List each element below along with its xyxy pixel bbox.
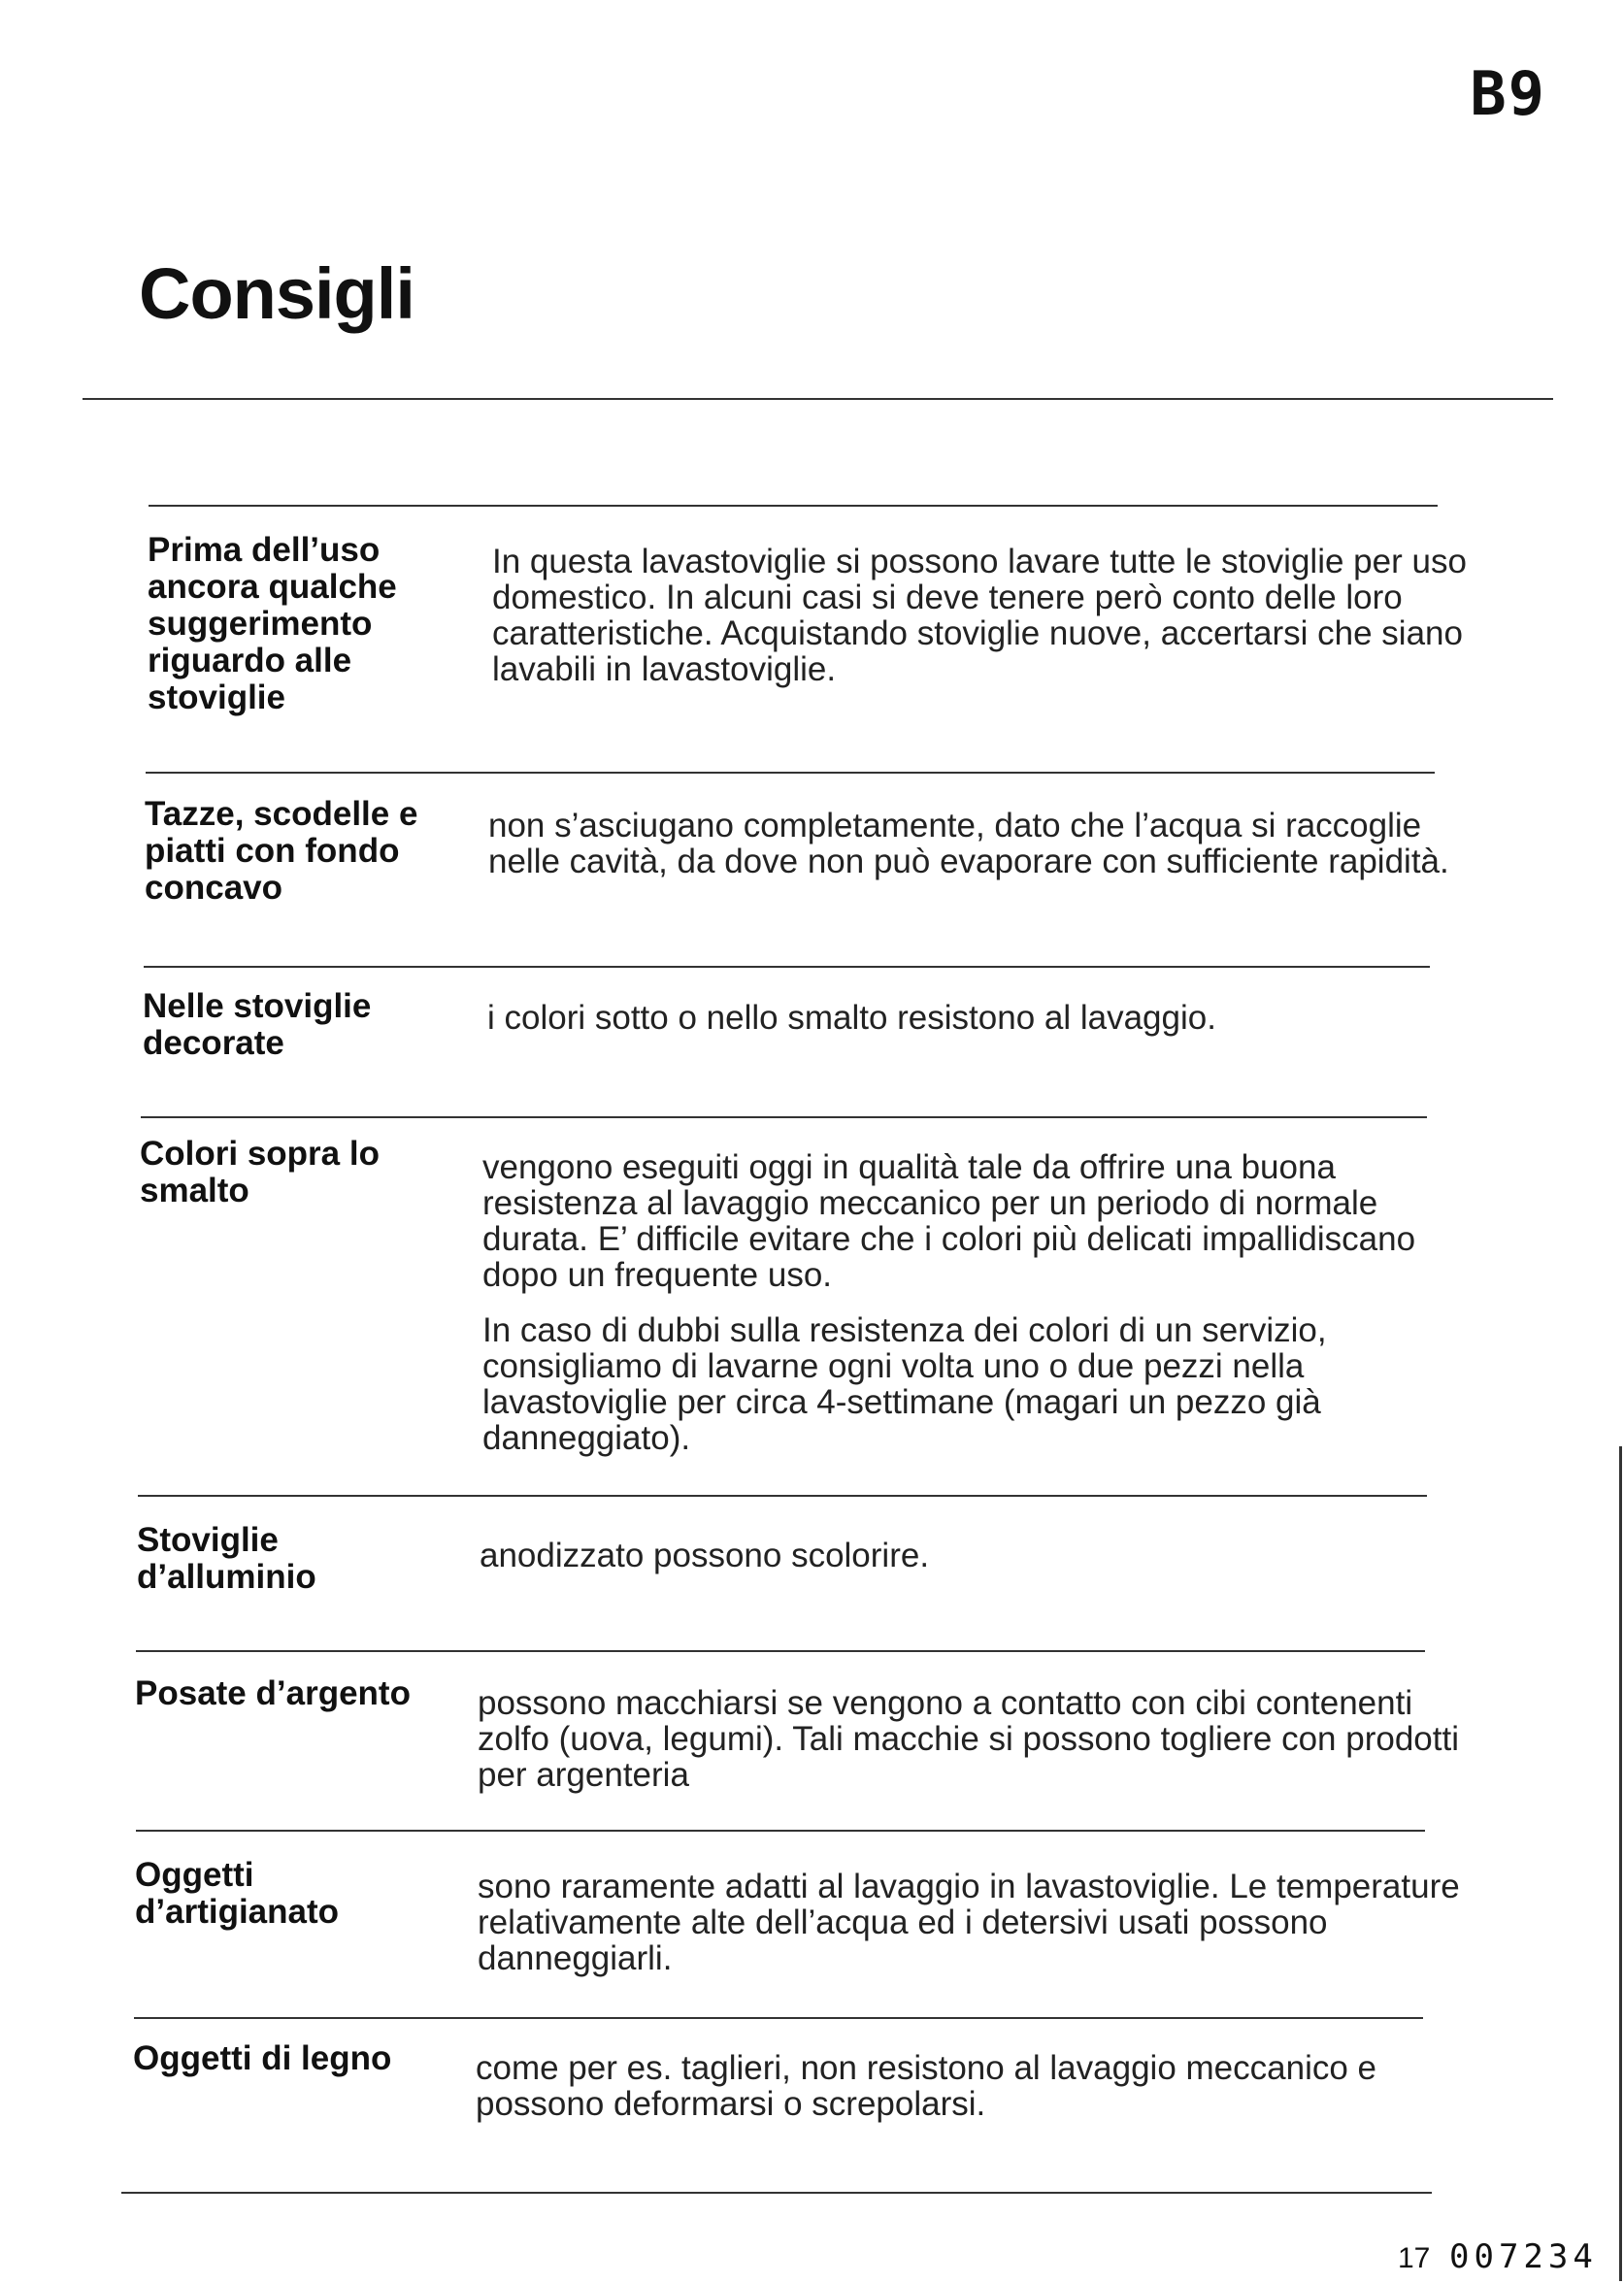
section-body	[478, 1869, 1463, 1996]
section-label-line: d’alluminio	[137, 1558, 316, 1596]
section-label	[145, 796, 455, 907]
section-label-line: smalto	[140, 1172, 249, 1209]
section-divider	[146, 772, 1435, 774]
section-paragraph: sono raramente adatti al lavaggio in lavastoviglie. Le temperature relativamente alte dell’acqua ed i detersivi usati possono danneggiarli.	[478, 1868, 1460, 1977]
section-paragraph: In caso di dubbi sulla resistenza dei colori di un servizio, consigliamo di lavarne ogni volta uno o due pezzi nella lavastoviglie per circa 4-settimane (magari un pezzo già danneggiato).	[482, 1311, 1327, 1457]
section-label-line: concavo	[145, 869, 282, 907]
section-paragraph: possono macchiarsi se vengono a contatto con cibi contenenti zolfo (uova, legumi). Tali macchie si possono togliere con prodotti per argenteria	[478, 1684, 1459, 1794]
section-paragraph: vengono eseguiti oggi in qualità tale da offrire una buona resistenza al lavaggio meccanico per un periodo di normale durata. E’ difficile evitare che i colori più delicati impallidiscano dopo un frequente uso.	[482, 1148, 1416, 1294]
section-divider	[149, 505, 1438, 507]
section-label-line: Posate d’argento	[135, 1674, 411, 1712]
section-label-line: Tazze, scodelle e	[145, 795, 418, 833]
section-label-line: d’artigianato	[135, 1893, 340, 1931]
section-label	[137, 1522, 447, 1596]
section-label-line: suggerimento	[148, 605, 373, 643]
section-label	[133, 2040, 444, 2077]
section-divider	[138, 1495, 1427, 1497]
section-divider	[136, 1650, 1425, 1652]
section-body	[478, 1685, 1463, 1812]
section-label-line: Colori sopra lo	[140, 1135, 380, 1173]
page-code: B9	[1470, 58, 1546, 129]
section-label	[148, 532, 458, 716]
section-divider	[144, 966, 1430, 968]
section-label-line: Nelle stoviglie	[143, 987, 372, 1025]
section-label-line: Oggetti	[135, 1856, 254, 1894]
section-divider	[141, 1116, 1427, 1118]
section-body	[482, 1149, 1468, 1475]
section-body	[492, 544, 1477, 707]
footer-page-number: 17	[1398, 2242, 1431, 2274]
section-label-line: ancora qualche	[148, 568, 397, 606]
section-label-line: decorate	[143, 1024, 284, 1062]
section-label-line: Oggetti di legno	[133, 2039, 392, 2077]
section-divider	[134, 2017, 1423, 2019]
section-paragraph: anodizzato possono scolorire.	[480, 1537, 930, 1574]
section-label	[135, 1675, 446, 1712]
page-title: Consigli	[139, 253, 414, 334]
footer-doc-code: 007234	[1449, 2237, 1598, 2276]
page-edge-mark	[1619, 1446, 1622, 2281]
section-label-line: piatti con fondo	[145, 832, 400, 870]
section-label-line: riguardo alle	[148, 642, 352, 679]
footer-divider	[121, 2192, 1432, 2194]
section-label-line: Prima dell’uso	[148, 531, 381, 569]
section-paragraph: i colori sotto o nello smalto resistono al lavaggio.	[487, 999, 1216, 1037]
section-body	[488, 808, 1474, 899]
section-label	[140, 1136, 450, 1209]
section-paragraph: In questa lavastoviglie si possono lavare tutte le stoviglie per uso domestico. In alcuni casi si deve tenere però conto delle loro caratteristiche. Acquistando stoviglie nuove, accertarsi che siano lavabili in lavastoviglie.	[492, 543, 1467, 688]
section-label-line: stoviglie	[148, 679, 285, 716]
section-body	[476, 2050, 1461, 2141]
section-label	[143, 988, 453, 1062]
section-label	[135, 1857, 446, 1931]
section-divider	[136, 1830, 1425, 1832]
section-paragraph: come per es. taglieri, non resistono al lavaggio meccanico e possono deformarsi o screpolarsi.	[476, 2049, 1376, 2123]
section-body	[487, 1000, 1473, 1055]
section-paragraph: non s’asciugano completamente, dato che l’acqua si raccoglie nelle cavità, da dove non può evaporare con sufficiente rapidità.	[488, 807, 1449, 880]
section-label-line: Stoviglie	[137, 1521, 279, 1559]
section-body	[480, 1538, 1465, 1593]
